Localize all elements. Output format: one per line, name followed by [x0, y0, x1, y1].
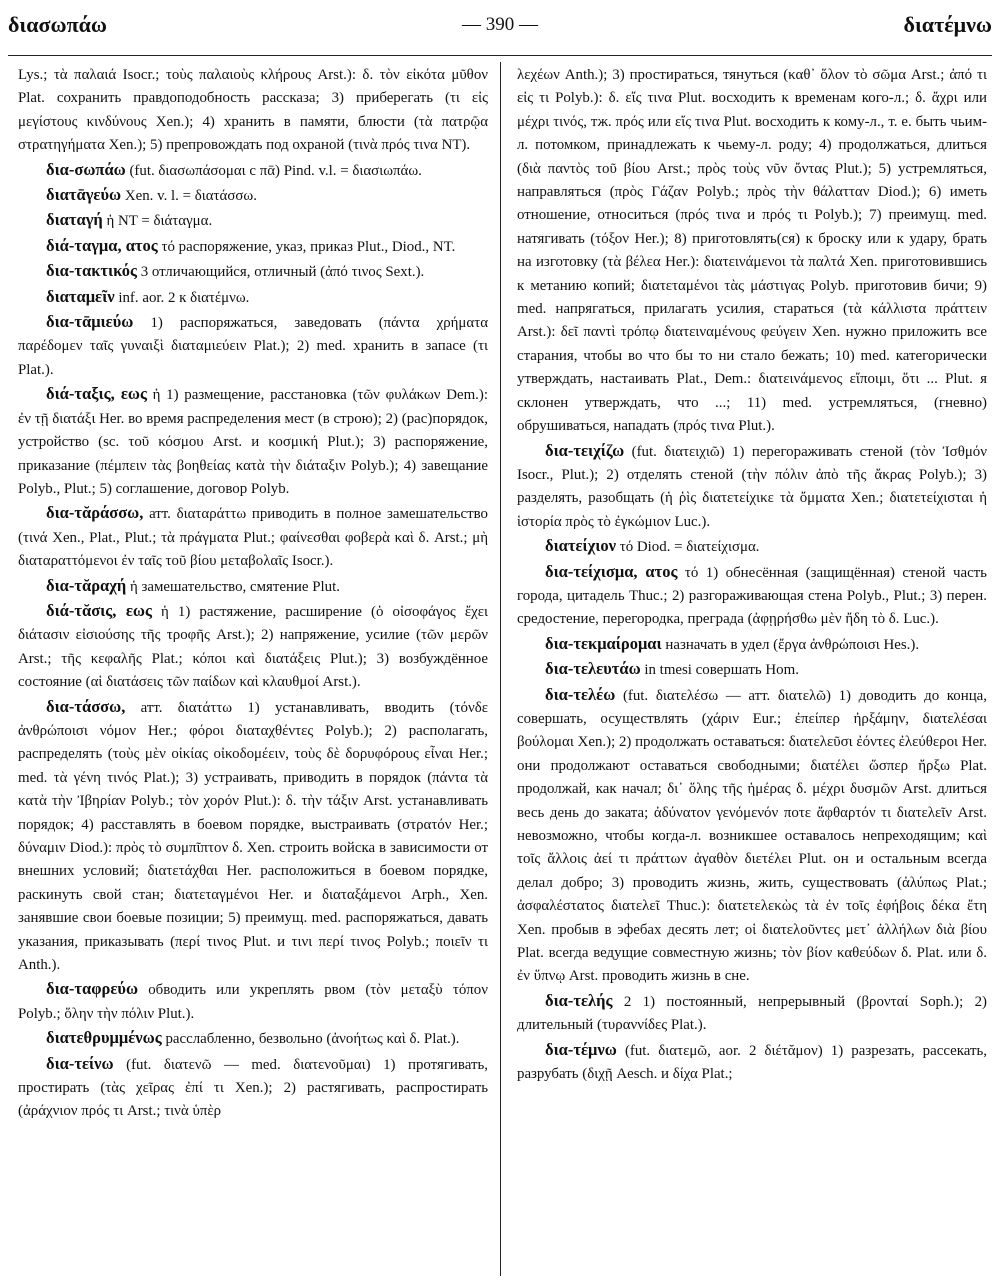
entry-headword: δια-τεκμαίρομαι	[545, 633, 662, 653]
dictionary-entry	[18, 574, 488, 599]
entry-headword: δια-τακτικός	[46, 261, 137, 281]
dictionary-entry	[18, 501, 488, 573]
entry-text: (fut. διατειχιῶ) 1) перегораживать стеной (τὸν Ἰσθμόν Isocr., Plut.); 2) отделять стеной (τὴν πόλιν ἀπὸ τῆς ἄκρας Polyb.); 3) разделять, разобщать (ἡ ῥὶς διατετείχικε τὰ ὄμματα Xen.; διατετείχισται ἡ ἱστορία πρὸς τὸ ἐγκώμιον Luc.).	[517, 443, 987, 530]
entry-text: ἡ NT = διάταγμα.	[106, 213, 213, 230]
dictionary-entry	[517, 534, 987, 559]
page-number: — 390 —	[462, 14, 538, 35]
column-divider	[500, 62, 501, 1276]
entry-headword: διατᾱγεύω	[46, 185, 122, 205]
dictionary-entry	[517, 64, 987, 439]
entry-text: атт. διαταράττω приводить в полное замешательство (τινά Xen., Plat., Plut.; τὰ πράγματα Plut.; φαίνεσθαι φοβερὰ καὶ δ. Arst.; μὴ διαταραττόμενοι ἐν ταῖς τοῦ βίου μεταβολαῖς Isocr.).	[18, 506, 488, 570]
entry-headword: δια-τελής	[545, 990, 613, 1010]
entry-text: (fut. διατεμῶ, aor. 2 διέτᾰμον) 1) разрезать, рассекать, разрубать (διχῇ Aesch. и δίχα Plat.;	[517, 1042, 987, 1083]
entry-text: τό 1) обнесённая (защищённая) стеной часть города, цитадель Thuc.; 2) разгораживающая стена Polyb., Plut.; 3) перен. средостение, перегородка, преграда (ἀφῃρήσθω μὲν ἤδη τὸ δ. Luc.).	[517, 564, 987, 628]
entry-headword: δια-τελέω	[545, 684, 616, 704]
dictionary-entry	[517, 989, 987, 1038]
entry-headword: δια-σωπάω	[46, 159, 126, 179]
entry-headword: δια-τέμνω	[545, 1039, 617, 1059]
dictionary-entry	[18, 158, 488, 183]
page-header	[8, 12, 992, 52]
dictionary-entry	[517, 632, 987, 657]
dictionary-entry	[517, 657, 987, 682]
dictionary-entry	[18, 695, 488, 978]
entry-text: (fut. διατενῶ — med. διατενοῦμαι) 1) протягивать, простирать (τὰς χεῖρας ἐπί τι Xen.); 2) растягивать, распростирать (ἀράχνιον πρός τι Arst.; τινὰ ὑπὲρ	[18, 1056, 488, 1120]
entry-text: 2 1) постоянный, непрерывный (βρονταί Soph.); 2) длительный (τυραννίδες Plat.).	[517, 993, 987, 1034]
header-left-word: διασωπάω	[8, 12, 107, 37]
entry-headword: διά-τᾰσις, εως	[46, 600, 152, 620]
entry-text: атт. διατάττω 1) устанавливать, вводить (τόνδε ἀνθρώποισι νόμον Her.; φόροι διαταχθέντες Polyb.); 2) располагать, распределять (τοὺς μὲν οἰκίας οἰκοδομέειν, τοὺς δὲ δορυφόρους εἶναι Her.; med. τὰ γένη τινός Plat.); 3) устраивать, приводить в порядок (πάντα τὰ κατὰ τὴν Ἰβηρίαν Polyb.; τὸν χορόν Plut.): δ. τὴν τάξιν Arst. устанавливать порядок; 4) расставлять в боевом порядке, выстраивать (στρατόν Her.; δύναμιν Diod.): πρὸς τὸ συμπῖπτον δ. Xen. строить войска в зависимости от внешних условий; διατετάχθαι Her. расположиться в боевом порядке, раскинуть свой стан; διατεταγμένοι Her. и διαταξάμενοι Arph., Xen. занявшие свои боевые позиции; 5) преимущ. med. распоряжаться, давать указания, приказывать (περί τινος Plut. и τινι περί τινος Polyb.; ποιεῖν τι Anth.).	[18, 699, 488, 974]
entry-text: ἡ 1) растяжение, расширение (ὁ οἰσοφάγος ἔχει διάτασιν εἰσιούσης τῆς τροφῆς Arst.); 2) напряжение, усилие (τῶν μερῶν Arst.; τῆς κεφαλῆς Plat.; κόποι καὶ διατάξεις Plut.); 3) возбуждённое состояние (αἱ διατάσεις τῶν παίδων καὶ κλαυθμοί Arst.).	[18, 603, 488, 691]
entry-text: τό распоряжение, указ, приказ Plut., Diod., NT.	[161, 238, 456, 255]
dictionary-entry	[18, 1052, 488, 1124]
dictionary-entry	[517, 1038, 987, 1087]
entry-text: inf. aor. 2 к διατέμνω.	[118, 289, 250, 306]
dictionary-entry	[517, 439, 987, 535]
dictionary-entry	[18, 382, 488, 501]
header-right-word: διατέμνω	[903, 12, 992, 37]
entry-text: λεχέων Anth.); 3) простираться, тянуться (καθ᾽ ὅλον τὸ σῶμα Arst.; ἀπό τι εἰς τι Polyb.): δ. εἴς τινα Plut. восходить к временам кого-л.; δ. ἄχρι или μέχρι τινός, тж. πρός или εἴς τινα Plut. восходить к кому-л., т. е. быть чьим-л. потомком, принадлежать к чьему-л. роду; 4) продолжаться, длиться (διὰ παντὸς τοῦ βίου Arst.; πρὸς τοὺς νῦν ὄντας Plut.); 5) устремляться, направляться (πρὸς Γάζαν Polyb.; πρὸς τὴν θάλατταν Diod.); 6) иметь отношение, относиться (πρός τινα и πρός τι Polyb.); 7) преимущ. med. натягивать (τόξον Her.); 8) приготовлять(ся) к броску или к удару, брать на изготовку (τὰ βέλεα Her.): διατεινάμενοι τὰ παλτά Xen. приготовившись к метанию копий; διατεταμένοι τὰς μάστιγας Polyb. приготовив бичи; 9) med. напрягаться, прилагать усилия, стараться (τὰ κάλλιστα πράττειν Arst.): δεῖ παντὶ τρόπῳ διατειναμένους φεύγειν Xen. нужно приложить все старания, чтобы во что бы то ни стало бежать; 10) med. категорически утверждать, настаивать Plat., Dem.: διατεινάμενος εἴποιμι, ὅτι ... Plut. я склонен утверждать, что ...; 11) med. устремляться, (гневно) обрушиваться, нападать (πρός τινα Plut.).	[517, 67, 987, 435]
entry-text: Lys.; τὰ παλαιά Isocr.; τοὺς παλαιοὺς κλήρους Arst.): δ. τὸν εἰκότα μῦθον Plat. сохранить правдоподобность рассказа; 3) приберегать (τι εἰς μεγίστους κινδύνους Xen.); 4) хранить в памяти, блюсти (τὰ πατρῷα στρατηγήματα Xen.); 5) препровождать под охраной (τινὰ πρός τινα NT).	[18, 67, 488, 154]
entry-text: ἡ замешательство, смятение Plut.	[129, 578, 340, 595]
left-column	[18, 64, 488, 1276]
dictionary-entry	[18, 1026, 488, 1051]
entry-text: 1) распоряжаться, заведовать (πάντα χρήματα παρέδομεν ταῖς γυναιξὶ διαταμιεύειν Plat.); 2) med. хранить в запасе (τι Plat.).	[18, 315, 488, 378]
entry-headword: δια-τᾱμιεύω	[46, 312, 134, 332]
entry-headword: δια-τᾰράσσω,	[46, 503, 144, 523]
entry-headword: διατεθρυμμένως	[46, 1028, 162, 1048]
dictionary-entry	[18, 599, 488, 695]
dictionary-entry	[18, 259, 488, 284]
entry-headword: διά-ταγμα, ατος	[46, 235, 158, 255]
dictionary-entry	[517, 683, 987, 989]
dictionary-entry	[18, 64, 488, 158]
entry-headword: δια-τείχισμα, ατος	[545, 561, 678, 581]
entry-headword: δια-τάσσω,	[46, 696, 126, 716]
entry-text: обводить или укреплять рвом (τὸν μεταξὺ τόπον Polyb.; ὅλην τὴν πόλιν Plut.).	[18, 982, 488, 1022]
entry-text: (fut. διασωπάσομαι с πᾱ) Pind. v.l. = διασιωπάω.	[129, 162, 422, 179]
entry-text: Xen. v. l. = διατάσσω.	[124, 188, 257, 205]
entry-text: расслабленно, безвольно (ἀνοήτως καὶ δ. Plat.).	[165, 1031, 460, 1048]
entry-headword: δια-τειχίζω	[545, 440, 625, 460]
dictionary-entry	[18, 208, 488, 233]
entry-headword: δια-τείνω	[46, 1053, 114, 1073]
entry-text: τό Diod. = διατείχισμα.	[619, 539, 760, 556]
dictionary-entry	[517, 560, 987, 632]
right-column	[517, 64, 987, 1276]
entry-headword: δια-ταφρεύω	[46, 979, 138, 999]
dictionary-entry	[18, 310, 488, 382]
header-rule	[8, 55, 992, 56]
entry-headword: διαταμεῖν	[46, 286, 115, 306]
entry-text: (fut. διατελέσω — атт. διατελῶ) 1) доводить до конца, совершать, осуществлять (χάριν Eur.; ἐπείπερ ἠρξάμην, διατελέσαι βούλομαι Xen.); 2) продолжать оставаться: διατελεῦσι ἐόντες ἐλεύθεροι Her. они продолжают оставаться свободными; διατέλει ὥσπερ ἤρξω Plat. продолжай, как начал; δι᾽ ὅλης τῆς ἡμέρας δ. μέχρι δυσμῶν Arst. длиться весь день до заката; ἀδύνατον γενόμενόν ποτε ἄφθαρτόν τι διατελεῖν Arst. невозможно, чтобы когда-л. возникшее оставалось непреходящим; καὶ τοῖς ἄλλοις ἀεί τι πράττων ἀγαθὸν διετέλει Plut. он и остальным всегда делал добро; 3) проводить жизнь, жить, существовать (ἀλύπως Plat.; ἀσφαλέστατος διατελεῖ Thuc.): διατετελεκὼς τὰ ἐν τοῖς ἐφήβοις δέκα ἔτη Xen. пробыв в эфебах десять лет; οἱ διατελοῦντες μετ᾽ ἀλλήλων διὰ βίου Plat. всегда ведущие совместную жизнь; τὸν βίον καθεύδων δ. Plat. или δ. ἐν ὕπνῳ Arst. проводить жизнь в сне.	[517, 687, 987, 985]
dictionary-entry	[18, 183, 488, 208]
entry-headword: διατείχιον	[545, 536, 617, 556]
entry-text: назначать в удел (ἔργα ἀνθρώποισι Hes.).	[665, 636, 920, 653]
dictionary-entry	[18, 234, 488, 259]
entry-text: ἡ 1) размещение, расстановка (τῶν φυλάκων Dem.): ἐν τῇ διατάξι Her. во время распределения мест (в строю); 2) (рас)порядок, устройство (sc. τοῦ κόσμου Arst. и κοσμική Plut.); 3) распоряжение, приказание (πέμπειν τὰς βοηθείας κατὰ τὴν διάταξιν Polyb.); 4) завещание Polyb., Plut.; 5) соглашение, договор Polyb.	[18, 387, 488, 497]
entry-headword: δια-τελευτάω	[545, 659, 641, 679]
entry-headword: δια-τᾰραχή	[46, 575, 127, 595]
entry-headword: διαταγή	[46, 210, 103, 230]
entry-text: in tmesi совершать Hom.	[644, 662, 799, 679]
dictionary-entry	[18, 977, 488, 1026]
dictionary-entry	[18, 285, 488, 310]
entry-text: 3 отличающийся, отличный (ἀπό τινος Sext.).	[140, 264, 425, 281]
entry-headword: διά-ταξις, εως	[46, 384, 147, 404]
